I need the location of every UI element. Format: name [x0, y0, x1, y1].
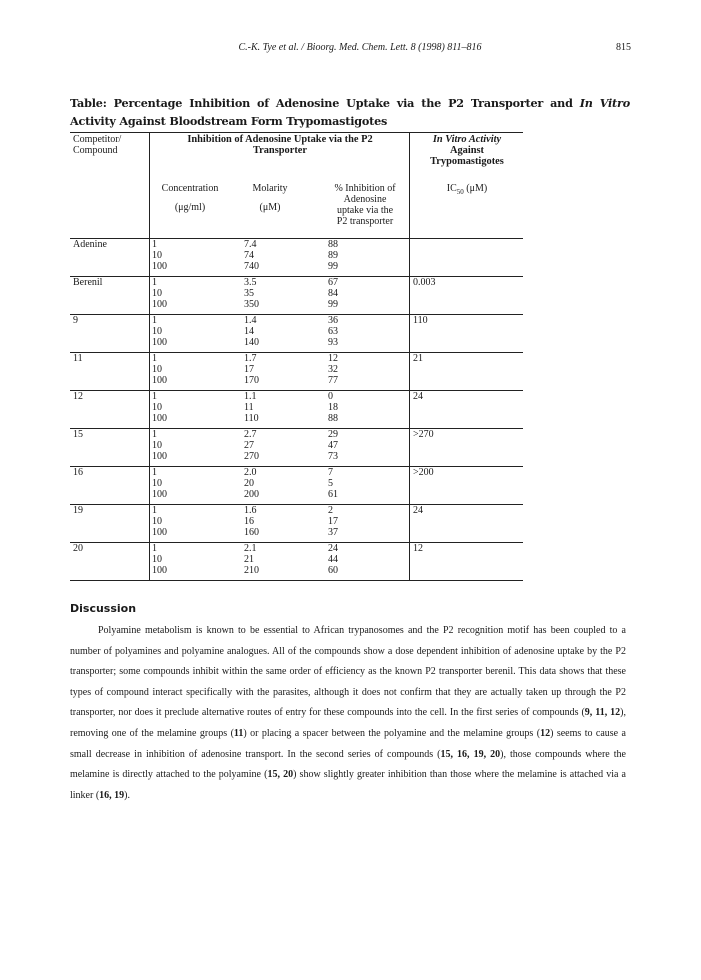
cell-molarity: 1.6: [244, 505, 257, 516]
cell-pct: 2: [328, 505, 333, 516]
cell-molarity: 160: [244, 527, 259, 538]
cell-conc: 1: [152, 467, 157, 478]
cell-molarity: 27: [244, 440, 254, 451]
cell-molarity: 2.0: [244, 467, 257, 478]
table-bottom-rule: [70, 580, 523, 581]
compound-reference: 9, 11, 12: [584, 707, 621, 719]
compound-reference: 15, 20: [267, 769, 294, 781]
cell-pct: 29: [328, 429, 338, 440]
cell-molarity: 20: [244, 478, 254, 489]
header-competitor-line2: Compound: [73, 145, 118, 156]
cell-pct: 0: [328, 391, 333, 402]
table-caption: [70, 94, 630, 130]
cell-pct: 60: [328, 565, 338, 576]
compound-name: 15: [73, 429, 83, 440]
cell-conc: 10: [152, 326, 162, 337]
compound-name: Berenil: [73, 277, 103, 288]
cell-pct: 77: [328, 375, 338, 386]
discussion-heading: Discussion: [70, 602, 137, 615]
cell-pct: 84: [328, 288, 338, 299]
compound-name: 12: [73, 391, 83, 402]
cell-conc: 1: [152, 391, 157, 402]
header-concentration-line2: (μg/ml): [174, 202, 206, 213]
ic50-subscript: 50: [456, 188, 464, 196]
cell-pct: 93: [328, 337, 338, 348]
header-ic50: [409, 183, 525, 198]
cell-molarity: 1.7: [244, 353, 257, 364]
cell-conc: 100: [152, 527, 167, 538]
cell-conc: 100: [152, 337, 167, 348]
discussion-text: ) or placing a spacer between the polyamine and the melamine groups (: [243, 727, 541, 739]
cell-pct: 67: [328, 277, 338, 288]
cell-conc: 100: [152, 489, 167, 500]
ic50-value: 21: [413, 353, 423, 364]
group-rule: [70, 314, 523, 315]
cell-molarity: 140: [244, 337, 259, 348]
compound-name: 9: [73, 315, 78, 326]
cell-molarity: 1.4: [244, 315, 257, 326]
caption-italic: In Vitro: [579, 96, 630, 110]
cell-conc: 10: [152, 402, 162, 413]
cell-conc: 1: [152, 505, 157, 516]
cell-molarity: 110: [244, 413, 259, 424]
cell-molarity: 7.4: [244, 239, 257, 250]
cell-pct: 7: [328, 467, 333, 478]
ic50-value: >270: [413, 429, 434, 440]
cell-conc: 1: [152, 543, 157, 554]
cell-pct: 37: [328, 527, 338, 538]
discussion-body: [70, 621, 626, 806]
cell-molarity: 200: [244, 489, 259, 500]
cell-molarity: 2.1: [244, 543, 257, 554]
cell-conc: 10: [152, 516, 162, 527]
cell-conc: 100: [152, 413, 167, 424]
cell-pct: 32: [328, 364, 338, 375]
group-rule: [70, 504, 523, 505]
cell-pct: 63: [328, 326, 338, 337]
data-table: [70, 130, 523, 582]
cell-conc: 10: [152, 478, 162, 489]
cell-pct: 12: [328, 353, 338, 364]
cell-conc: 10: [152, 440, 162, 451]
cell-molarity: 740: [244, 261, 259, 272]
ic50-value: 24: [413, 505, 423, 516]
cell-conc: 100: [152, 375, 167, 386]
cell-molarity: 74: [244, 250, 254, 261]
cell-conc: 100: [152, 565, 167, 576]
cell-pct: 47: [328, 440, 338, 451]
cell-pct: 99: [328, 299, 338, 310]
header-invitro-line1: In Vitro Activity: [432, 134, 502, 145]
ic50-prefix: IC: [446, 183, 457, 194]
cell-conc: 10: [152, 250, 162, 261]
cell-pct: 44: [328, 554, 338, 565]
cell-pct: 89: [328, 250, 338, 261]
group-rule: [70, 390, 523, 391]
ic50-value: >200: [413, 467, 434, 478]
cell-pct: 17: [328, 516, 338, 527]
cell-conc: 1: [152, 353, 157, 364]
cell-conc: 1: [152, 277, 157, 288]
cell-pct: 61: [328, 489, 338, 500]
header-pct-line3: uptake via the: [336, 205, 394, 216]
header-inhibition-line2: Transporter: [252, 145, 308, 156]
compound-reference: 15, 16, 19, 20: [440, 748, 501, 760]
header-concentration-line1: Concentration: [161, 183, 219, 194]
cell-conc: 1: [152, 429, 157, 440]
cell-molarity: 14: [244, 326, 254, 337]
cell-molarity: 35: [244, 288, 254, 299]
ic50-value: 0.003: [413, 277, 436, 288]
cell-pct: 36: [328, 315, 338, 326]
page-number: 815: [616, 42, 631, 53]
compound-name: 16: [73, 467, 83, 478]
cell-molarity: 16: [244, 516, 254, 527]
cell-molarity: 170: [244, 375, 259, 386]
cell-conc: 100: [152, 451, 167, 462]
discussion-text: Polyamine metabolism is known to be essential to African trypanosomes and the P2 recognition motif has been coupled to a number of polyamines and polyamine analogues. All of the compounds show a dose dependent inhibition of adenosine uptake by the P2 transporter; some compounds inhibit within the same order of efficiency as the known P2 transporter berenil. This data shows that these types of compound interact specifically with the parasites, although it does not confirm that they are actually taken up through the P2 transporter, nor does it preclude alternative routes of entry for these compounds into the cell. In the first series of compounds (: [70, 625, 626, 719]
cell-molarity: 1.1: [244, 391, 257, 402]
header-invitro-line3: Trypomastigotes: [430, 156, 504, 167]
compound-name: 11: [73, 353, 83, 364]
group-rule: [70, 428, 523, 429]
compound-name: Adenine: [73, 239, 107, 250]
discussion-text: ), removing one of the melamine groups (: [70, 707, 626, 739]
cell-conc: 100: [152, 299, 167, 310]
cell-molarity: 2.7: [244, 429, 257, 440]
ic50-suffix: (μM): [463, 183, 488, 194]
cell-conc: 10: [152, 364, 162, 375]
group-rule: [70, 276, 523, 277]
cell-molarity: 17: [244, 364, 254, 375]
table-top-rule: [70, 132, 523, 133]
header-invitro-line2: Against: [449, 145, 485, 156]
header-pct-line4: P2 transporter: [336, 216, 394, 227]
discussion-text: ) seems to cause a small decrease in inhibition of adenosine transport. In the second series of compounds (: [70, 727, 626, 760]
cell-pct: 99: [328, 261, 338, 272]
cell-conc: 10: [152, 554, 162, 565]
cell-molarity: 350: [244, 299, 259, 310]
cell-conc: 1: [152, 315, 157, 326]
ic50-value: 12: [413, 543, 423, 554]
ic50-value: 110: [413, 315, 428, 326]
group-rule: [70, 352, 523, 353]
discussion-text: ).: [124, 789, 130, 801]
cell-pct: 24: [328, 543, 338, 554]
cell-molarity: 21: [244, 554, 254, 565]
compound-reference: 12: [540, 727, 551, 739]
cell-pct: 73: [328, 451, 338, 462]
cell-molarity: 3.5: [244, 277, 257, 288]
cell-molarity: 210: [244, 565, 259, 576]
discussion-text: ) show slightly greater inhibition than those where the melamine is attached via a linker (: [70, 769, 626, 801]
running-head: C.-K. Tye et al. / Bioorg. Med. Chem. Lett. 8 (1998) 811–816: [238, 42, 482, 53]
table-vrule-1: [149, 132, 150, 580]
cell-conc: 10: [152, 288, 162, 299]
cell-pct: 5: [328, 478, 333, 489]
ic50-value: 24: [413, 391, 423, 402]
caption-prefix: Table: Percentage Inhibition of Adenosine Uptake via the P2 Transporter and: [70, 96, 580, 110]
compound-reference: 11: [233, 727, 244, 739]
group-rule: [70, 542, 523, 543]
header-inhibition-line1: Inhibition of Adenosine Uptake via the P2: [187, 134, 373, 145]
cell-molarity: 11: [244, 402, 254, 413]
cell-conc: 100: [152, 261, 167, 272]
compound-name: 20: [73, 543, 83, 554]
group-rule: [70, 238, 523, 239]
discussion-text: ), those compounds where the melamine is directly attached to the polyamine (: [70, 748, 626, 781]
header-molarity-line1: Molarity: [252, 183, 288, 194]
compound-reference: 16, 19: [99, 789, 125, 801]
cell-pct: 18: [328, 402, 338, 413]
header-molarity-line2: (μM): [259, 202, 281, 213]
header-competitor-line1: Competitor/: [73, 134, 122, 145]
discussion-paragraph: [70, 621, 626, 806]
group-rule: [70, 466, 523, 467]
cell-conc: 1: [152, 239, 157, 250]
cell-pct: 88: [328, 413, 338, 424]
compound-name: 19: [73, 505, 83, 516]
cell-pct: 88: [328, 239, 338, 250]
cell-molarity: 270: [244, 451, 259, 462]
caption-suffix: Activity Against Bloodstream Form Trypomastigotes: [70, 114, 388, 128]
header-pct-line1: % Inhibition of: [334, 183, 396, 194]
header-pct-line2: Adenosine: [343, 194, 387, 205]
